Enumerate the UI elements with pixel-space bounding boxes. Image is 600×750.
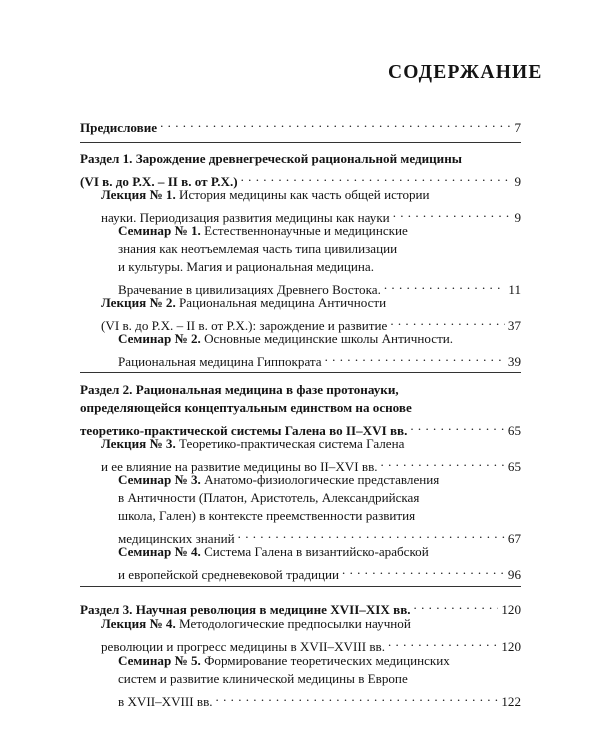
toc-lecture-4 xyxy=(101,615,521,654)
lecture-title: науки. Периодизация развития медицины как науки xyxy=(101,210,390,225)
section-title: Раздел 2. Рациональная медицина в фазе протонауки, xyxy=(80,382,399,397)
page-number: 65 xyxy=(507,423,521,438)
section-title: определяющейся концептуальным единством на основе xyxy=(80,400,412,415)
section-title: Раздел 1. Зарождение древнегреческой рациональной медицины xyxy=(80,151,462,166)
leader-dots xyxy=(384,276,506,294)
page-number: 37 xyxy=(507,318,521,333)
preface-title: Предисловие xyxy=(80,120,158,135)
page-number: 9 xyxy=(514,174,521,189)
leader-dots xyxy=(390,312,505,330)
toc-section-3 xyxy=(80,596,521,617)
lecture-title: и ее влияние на развитие медицины во II–XVI вв. xyxy=(101,459,378,474)
divider xyxy=(80,586,521,587)
seminar-title: в Античности (Платон, Аристотель, Александрийская xyxy=(118,490,420,505)
seminar-title: систем и развитие клинической медицины в Европе xyxy=(118,671,408,686)
leader-dots xyxy=(216,688,499,706)
lecture-label: Лекция № 4. xyxy=(101,616,176,631)
seminar-title: школа, Гален) в контексте преемственности развития xyxy=(118,508,416,523)
page-number: 120 xyxy=(501,602,521,617)
toc-entry-preface xyxy=(80,114,521,135)
seminar-title: Естественнонаучные и медицинские xyxy=(200,223,408,238)
toc-seminar-3 xyxy=(118,471,521,546)
leader-dots xyxy=(238,525,505,543)
toc-seminar-1 xyxy=(118,222,521,297)
section-title: Раздел 3. Научная революция в медицине XVII–XIX вв. xyxy=(80,602,411,617)
leader-dots xyxy=(325,348,505,366)
lecture-title: Методологические предпосылки научной xyxy=(175,616,411,631)
leader-dots xyxy=(410,417,505,435)
leader-dots xyxy=(241,168,512,186)
lecture-title: (VI в. до Р.Х. – II в. от Р.Х.): зарождение и развитие xyxy=(101,318,388,333)
page-number: 7 xyxy=(514,120,521,135)
seminar-title: в XVII–XVIII вв. xyxy=(118,694,213,709)
seminar-title: Врачевание в цивилизациях Древнего Востока. xyxy=(118,282,381,297)
lecture-title: революции и прогресс медицины в XVII–XVIII вв. xyxy=(101,639,385,654)
page-number: 120 xyxy=(501,639,521,654)
seminar-label: Семинар № 1. xyxy=(118,223,201,238)
leader-dots xyxy=(381,453,505,471)
toc-section-1 xyxy=(80,150,521,189)
seminar-title: Система Галена в византийско-арабской xyxy=(200,544,429,559)
lecture-label: Лекция № 1. xyxy=(101,187,176,202)
seminar-title: Анатомо-физиологические представления xyxy=(200,472,440,487)
toc-section-2 xyxy=(80,381,521,438)
seminar-title: Формирование теоретических медицинских xyxy=(200,653,450,668)
page-number: 67 xyxy=(507,531,521,546)
seminar-label: Семинар № 4. xyxy=(118,544,201,559)
leader-dots xyxy=(388,633,498,651)
seminar-title: и европейской средневековой традиции xyxy=(118,567,340,582)
toc-seminar-2 xyxy=(118,330,521,369)
page-number: 9 xyxy=(514,210,521,225)
lecture-title: Рациональная медицина Античности xyxy=(175,295,387,310)
lecture-title: Теоретико-практическая система Галена xyxy=(175,436,405,451)
toc-seminar-5 xyxy=(118,652,521,709)
toc-lecture-3 xyxy=(101,435,521,474)
toc-lecture-2 xyxy=(101,294,521,333)
divider xyxy=(80,372,521,373)
leader-dots xyxy=(414,596,499,614)
page-number: 122 xyxy=(501,694,521,709)
section-title: (VI в. до Р.Х. – II в. от Р.Х.) xyxy=(80,174,238,189)
seminar-label: Семинар № 2. xyxy=(118,331,201,346)
lecture-label: Лекция № 3. xyxy=(101,436,176,451)
section-title: теоретико-практической системы Галена во II–XVI вв. xyxy=(80,423,408,438)
toc-seminar-4 xyxy=(118,543,521,582)
seminar-title: и культуры. Магия и рациональная медицина. xyxy=(118,259,375,274)
seminar-title: знания как неотъемлемая часть типа цивилизации xyxy=(118,241,398,256)
toc-lecture-1 xyxy=(101,186,521,225)
seminar-title: медицинских знаний xyxy=(118,531,235,546)
page-title: СОДЕРЖАНИЕ xyxy=(388,62,543,83)
leader-dots xyxy=(160,114,511,132)
seminar-title: Рациональная медицина Гиппократа xyxy=(118,354,322,369)
seminar-title: Основные медицинские школы Античности. xyxy=(200,331,454,346)
page-number: 39 xyxy=(507,354,521,369)
lecture-label: Лекция № 2. xyxy=(101,295,176,310)
seminar-label: Семинар № 5. xyxy=(118,653,201,668)
page-number: 65 xyxy=(507,459,521,474)
leader-dots xyxy=(342,561,505,579)
page-number: 96 xyxy=(507,567,521,582)
divider xyxy=(80,142,521,143)
page-number: 11 xyxy=(508,282,521,297)
leader-dots xyxy=(393,204,512,222)
lecture-title: История медицины как часть общей истории xyxy=(175,187,430,202)
seminar-label: Семинар № 3. xyxy=(118,472,201,487)
